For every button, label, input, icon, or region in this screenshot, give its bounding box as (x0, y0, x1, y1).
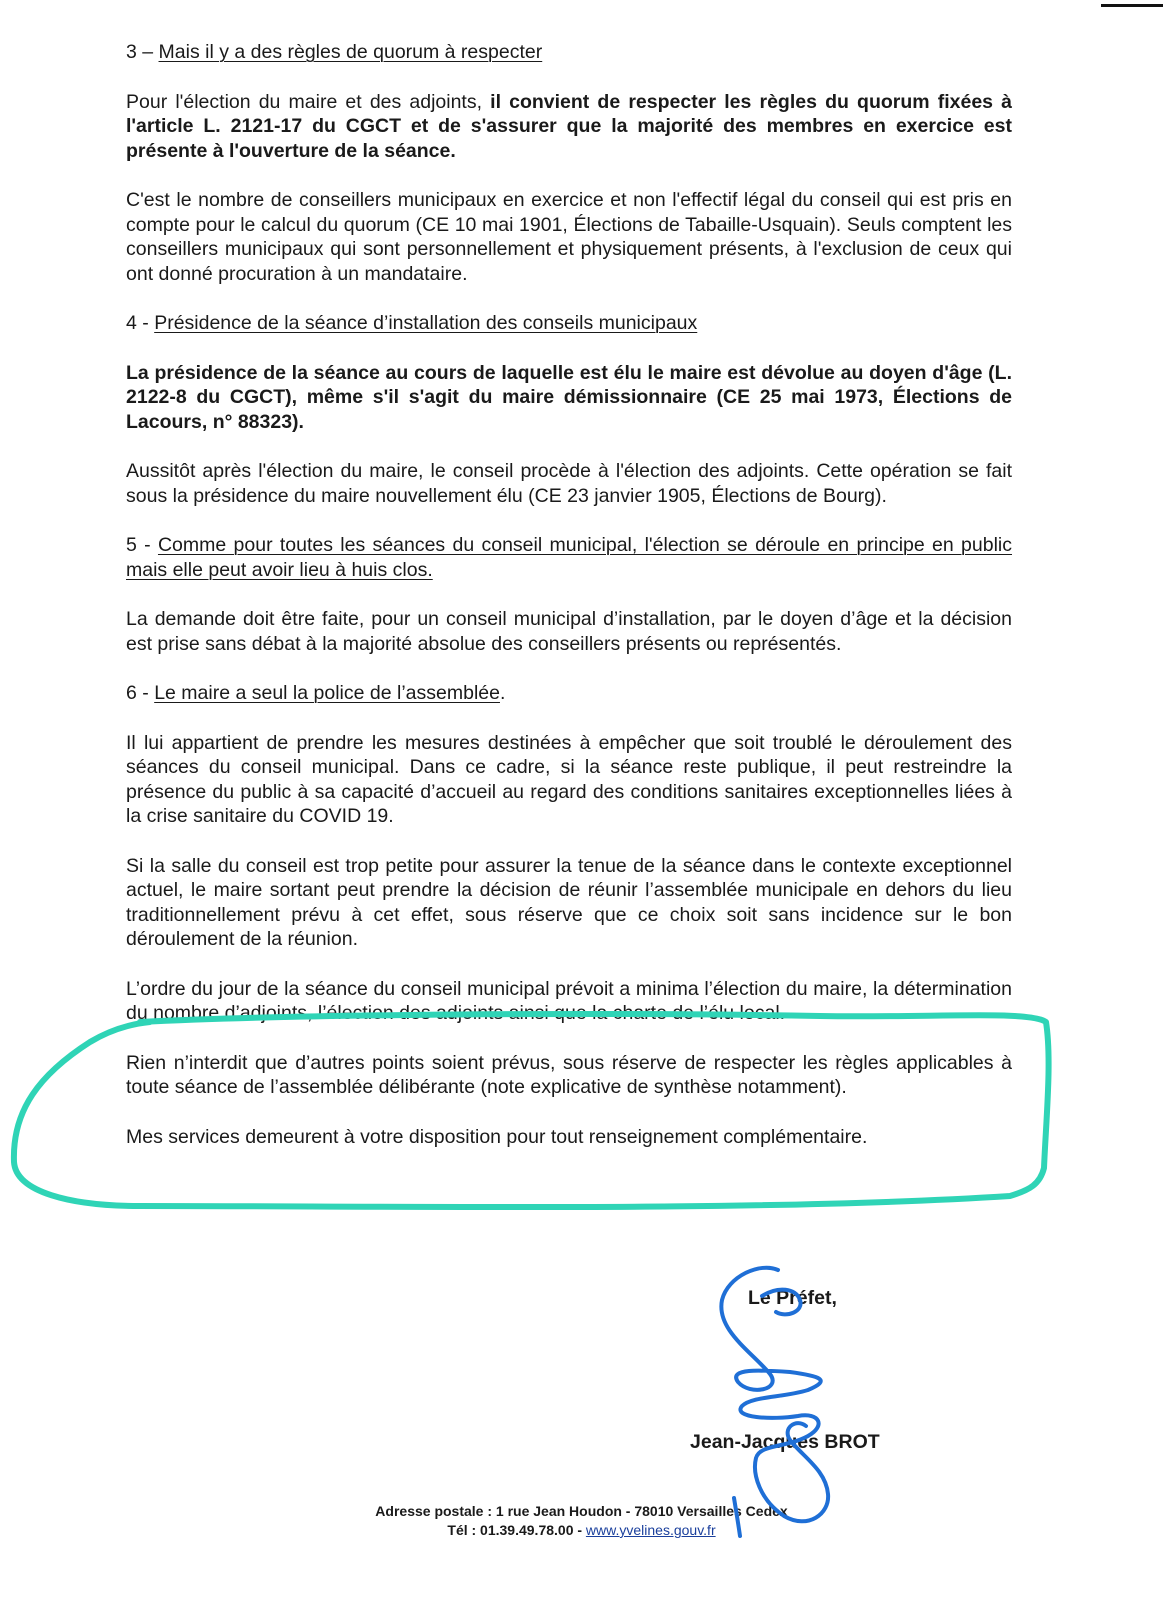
paragraph-closing: Mes services demeurent à votre disposition pour tout renseignement complémentaire. (126, 1125, 868, 1148)
website-link[interactable]: www.yvelines.gouv.fr (585, 1522, 716, 1538)
section-heading-text: Présidence de la séance d’installation des conseils municipaux (154, 312, 698, 334)
section-4-heading: 4 - Présidence de la séance d’installation des conseils municipaux (126, 312, 698, 334)
quorum-emphasis: il convient de respecter les règles du quorum fixées à l'article L. 2121-17 du CGCT et de s'assurer que la majorité des membres en exercice est présente à l'ouverture de la séance. (126, 90, 1012, 162)
paragraph-huis-clos: La demande doit être faite, pour un conseil municipal d’installation, par le doyen d’âge et la décision est prise sans débat à la majorité absolue des conseillers présents ou représentés. (126, 608, 1012, 655)
section-heading-text: Le maire a seul la police de l’assemblée (154, 682, 500, 704)
signatory-name: Jean-Jacques BROT (690, 1431, 880, 1453)
section-heading-text: Mais il y a des règles de quorum à respecter (158, 41, 543, 63)
highlight-loop (14, 1014, 1049, 1207)
paragraph-autres-points: Rien n’interdit que d’autres points soient prévus, sous réserve de respecter les règles applicables à toute séance de l’assemblée délibérante (note explicative de synthèse notamment). (126, 1051, 1012, 1098)
paragraph-presidence: La présidence de la séance au cours de laquelle est élu le maire est dévolue au doyen d'âge (L. 2122-8 du CGCT), même s'il s'agit du maire démissionnaire (CE 25 mai 1973, Élections de Lacours, n° 88323). (126, 361, 1012, 433)
footer-address: Adresse postale : 1 rue Jean Houdon - 78010 Versailles Cedex (375, 1503, 788, 1519)
paragraph-ordre-du-jour: L’ordre du jour de la séance du conseil municipal prévoit a minima l’élection du maire, la détermination du nombre d’adjoints, l’élection des adjoints ainsi que la charte de l’élu local. (126, 977, 1012, 1024)
signature-title: Le Préfet, (748, 1287, 837, 1309)
paragraph-quorum-count: C'est le nombre de conseillers municipaux en exercice et non l'effectif légal du conseil qui est pris en compte pour le calcul du quorum (CE 10 mai 1901, Élections de Tabaille-Usquain). Seuls comptent les conseillers municipaux qui sont personnellement et physiquement présents, à l'exclusion de ceux qui ont donné procuration à un mandataire. (126, 189, 1012, 285)
signature-stroke (762, 1290, 801, 1315)
signature-scribble (721, 1268, 828, 1522)
section-6-heading: 6 - Le maire a seul la police de l’assemblée. (126, 682, 506, 704)
paragraph-salle: Si la salle du conseil est trop petite pour assurer la tenue de la séance dans le contexte exceptionnel actuel, le maire sortant peut prendre la décision de réunir l’assemblée municipale en dehors du lieu traditionnellement prévu à cet effet, sous réserve que ce choix soit sans incidence sur le bon déroulement de la réunion. (126, 854, 1012, 950)
section-5-heading: 5 - Comme pour toutes les séances du conseil municipal, l'élection se déroule en principe en public mais elle peut avoir lieu à huis clos. (126, 534, 1012, 581)
paragraph-quorum: Pour l'élection du maire et des adjoints, il convient de respecter les règles du quorum fixées à l'article L. 2121-17 du CGCT et de s'assurer que la majorité des membres en exercice est présente à l'ouverture de la séance. (126, 90, 1012, 162)
footer-contact: Tél : 01.39.49.78.00 - www.yvelines.gouv.fr (447, 1522, 716, 1538)
section-heading-text: Comme pour toutes les séances du conseil municipal, l'élection se déroule en principe en public mais elle peut avoir lieu à huis clos. (126, 534, 1012, 581)
signature-stroke (734, 1498, 740, 1536)
paragraph-police: Il lui appartient de prendre les mesures destinées à empêcher que soit troublé le déroulement des séances du conseil municipal. Dans ce cadre, si la séance reste publique, il peut restreindre la présence du public à sa capacité d’accueil au regard des conditions sanitaires exceptionnelles liées à la crise sanitaire du COVID 19. (126, 731, 1012, 827)
section-3-heading: 3 – Mais il y a des règles de quorum à respecter (126, 41, 543, 63)
paragraph-adjoints: Aussitôt après l'élection du maire, le conseil procède à l'élection des adjoints. Cette opération se fait sous la présidence du maire nouvellement élu (CE 23 janvier 1905, Élections de Bourg). (126, 460, 1012, 507)
